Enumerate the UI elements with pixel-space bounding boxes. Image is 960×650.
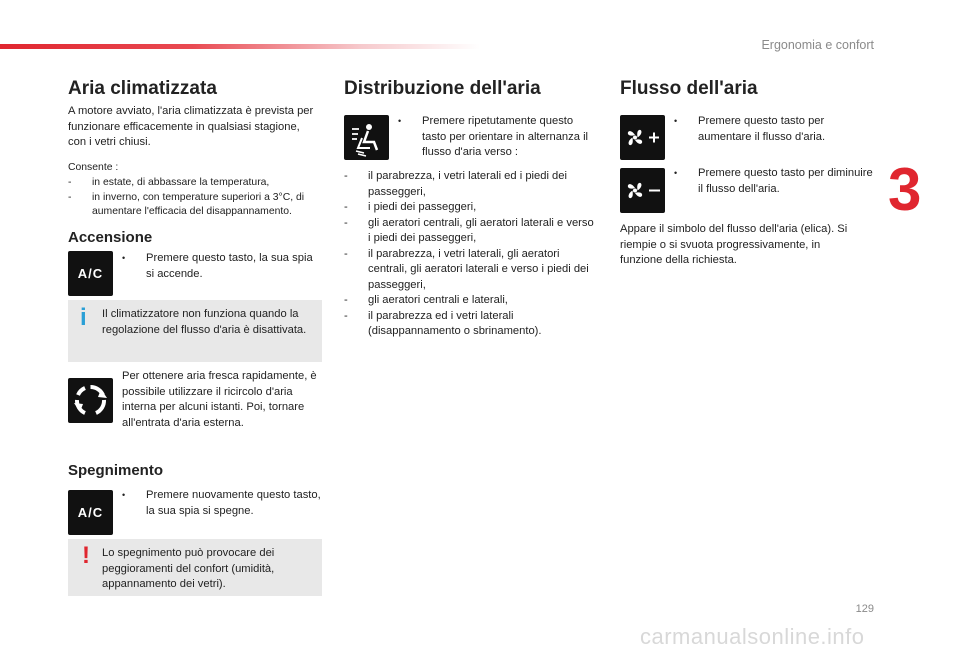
warning-icon: ! [82, 542, 90, 569]
distribution-list [344, 169, 594, 340]
list-item: - in estate, di abbassare la temperatura, [68, 177, 270, 188]
list-item: - gli aeratori centrali e laterali, [344, 294, 508, 306]
distribuzione-title: Distribuzione dell'aria [344, 78, 541, 99]
bullet-icon: • [674, 168, 678, 178]
list-item: - gli aeratori centrali, gli aeratori laterali e verso i piedi dei passeggeri, [344, 216, 594, 244]
bullet-icon: • [398, 116, 402, 126]
bullet-icon: • [122, 490, 126, 500]
watermark: carmanualsonline.info [640, 624, 865, 649]
warning-note: ! Lo spegnimento può provocare dei peggioramenti del confort (umidità, appannamento dei vetri). [68, 539, 322, 596]
recirculation-text: Per ottenere aria fresca rapidamente, è possibile utilizzare il ricircolo d'aria interna per alcuni istanti. Poi, tornare all'entrata d'aria esterna. [122, 370, 317, 429]
list-item: - in inverno, con temperature superiori a 3°C, di aumentare l'efficacia del disappannamento. [68, 191, 305, 217]
list-item: - i piedi dei passeggeri, [344, 201, 477, 213]
bullet-icon: • [122, 253, 126, 263]
info-note: i Il climatizzatore non funziona quando la regolazione del flusso d'aria è disattivata. [68, 300, 322, 362]
list-item: - il parabrezza, i vetri laterali ed i piedi dei passeggeri, [344, 170, 567, 198]
chapter-number: 3 [888, 156, 922, 223]
recirculation-icon [68, 378, 113, 423]
page-number: 129 [855, 603, 874, 615]
intro-text: A motore avviato, l'aria climatizzata è prevista per funzionare efficacemente in qualsiasi stagione, con i vetri chiusi. [68, 105, 314, 148]
flusso-description: Appare il simbolo del flusso dell'aria (elica). Si riempie o si svuota progressivamente, in funzione della richiesta. [620, 223, 848, 266]
list-item: - il parabrezza ed i vetri laterali (disappannamento o sbrinamento). [344, 309, 542, 337]
bullet-icon: • [674, 116, 678, 126]
consente-list [68, 176, 322, 220]
section-title: Ergonomia e confort [761, 38, 874, 52]
fan-decrease-icon [620, 168, 665, 213]
aria-climatizzata-title: Aria climatizzata [68, 78, 217, 99]
flusso-title: Flusso dell'aria [620, 78, 758, 99]
spegnimento-title: Spegnimento [68, 462, 164, 479]
air-distribution-icon [344, 115, 389, 160]
fan-increase-icon [620, 115, 665, 160]
list-item: - il parabrezza, i vetri laterali, gli aeratori centrali, gli aeratori laterali e verso i piedi dei passeggeri, [344, 247, 589, 291]
accensione-title: Accensione [68, 229, 153, 246]
info-icon: i [80, 304, 87, 331]
ac-off-button-icon: A/C [68, 490, 113, 535]
header-accent-bar [0, 44, 480, 49]
consente-label: Consente : [68, 162, 119, 173]
ac-button-icon: A/C [68, 251, 113, 296]
